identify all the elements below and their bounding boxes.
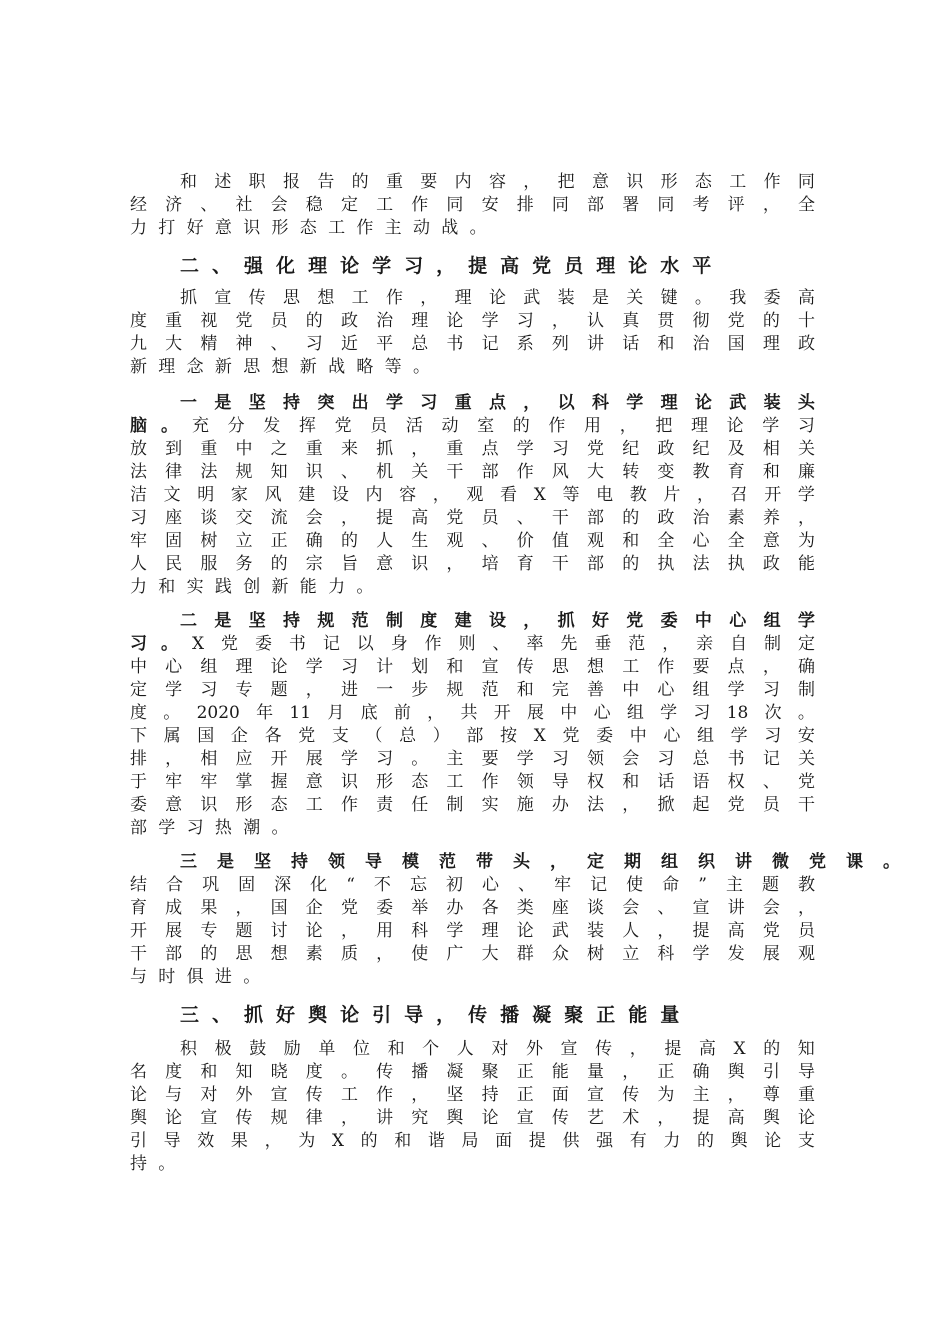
- point-1-title: 一 是 坚 持 突 出 学 习 重 点 ， 以 科 学 理 论 武 装 头: [180, 393, 815, 413]
- text-line: 习 座 谈 交 流 会 ， 提 高 党 员 、 干 部 的 政 治 素 养 ，: [130, 508, 815, 528]
- text-run: X 党 委 书 记 以 身 作 则 、 率 先 垂 范 ， 亲 自 制 定: [192, 634, 815, 654]
- text-line: 舆 论 宣 传 规 律 ， 讲 究 舆 论 宣 传 艺 术 ， 提 高 舆 论: [130, 1108, 815, 1128]
- text-line: 委 意 识 形 态 工 作 责 任 制 实 施 办 法 ， 掀 起 党 员 干: [130, 795, 815, 815]
- text-line: 度 重 视 党 员 的 政 治 理 论 学 习 ， 认 真 贯 彻 党 的 十: [130, 311, 815, 331]
- text-line: 度 。 2020 年 11 月 底 前 ， 共 开 展 中 心 组 学 习 18 次 。: [130, 703, 815, 723]
- point-2-title: 二 是 坚 持 规 范 制 度 建 设 ， 抓 好 党 委 中 心 组 学: [180, 611, 815, 631]
- text-line: 法 律 法 规 知 识 、 机 关 干 部 作 风 大 转 变 教 育 和 廉: [130, 462, 815, 482]
- text-line: [130, 415, 815, 438]
- text-line: 人 民 服 务 的 宗 旨 意 识 ， 培 育 干 部 的 执 法 执 政 能: [130, 554, 815, 574]
- text-line: 下 属 国 企 各 党 支 （ 总 ） 部 按 X 党 委 中 心 组 学 习 安: [130, 726, 815, 746]
- text-run: 充 分 发 挥 党 员 活 动 室 的 作 用 ， 把 理 论 学 习: [192, 416, 815, 436]
- text-line: [130, 633, 815, 656]
- text-line: 力 打 好 意 识 形 态 工 作 主 动 战 。: [130, 218, 487, 238]
- text-line: 部 学 习 热 潮 。: [130, 818, 289, 838]
- paragraph-theory: [130, 287, 815, 379]
- point-2-title-end: 习 。: [130, 634, 178, 654]
- text-line: 定 学 习 专 题 ， 进 一 步 规 范 和 完 善 中 心 组 学 习 制: [130, 680, 815, 700]
- paragraph-public-opinion: [130, 1038, 815, 1176]
- section-heading-3: 三 、 抓 好 舆 论 引 导 ， 传 播 凝 聚 正 能 量: [180, 1004, 680, 1026]
- text-line: 抓 宣 传 思 想 工 作 ， 理 论 武 装 是 关 键 。 我 委 高: [180, 288, 815, 308]
- point-1-title-end: 脑 。: [130, 416, 178, 436]
- point-3-title: 三 是 坚 持 领 导 模 范 带 头 ， 定 期 组 织 讲 微 党 课 。: [180, 852, 900, 872]
- text-line: 开 展 专 题 讨 论 ， 用 科 学 理 论 武 装 人 ， 提 高 党 员: [130, 921, 815, 941]
- text-line: 于 牢 牢 掌 握 意 识 形 态 工 作 领 导 权 和 话 语 权 、 党: [130, 772, 815, 792]
- text-line: 洁 文 明 家 风 建 设 内 容 ， 观 看 X 等 电 教 片 ， 召 开 学: [130, 485, 815, 505]
- paragraph-point-3: [130, 851, 900, 989]
- section-heading-2: 二 、 强 化 理 论 学 习 ， 提 高 党 员 理 论 水 平: [180, 255, 712, 277]
- text-line: 排 ， 相 应 开 展 学 习 。 主 要 学 习 领 会 习 总 书 记 关: [130, 749, 815, 769]
- text-line: 新 理 念 新 思 想 新 战 略 等 。: [130, 357, 430, 377]
- text-line: 持 。: [130, 1154, 176, 1174]
- text-line: 论 与 对 外 宣 传 工 作 ， 坚 持 正 面 宣 传 为 主 ， 尊 重: [130, 1085, 815, 1105]
- text-line: 放 到 重 中 之 重 来 抓 ， 重 点 学 习 党 纪 政 纪 及 相 关: [130, 439, 815, 459]
- text-line: 和 述 职 报 告 的 重 要 内 容 ， 把 意 识 形 态 工 作 同: [180, 172, 815, 192]
- paragraph-point-1: [130, 392, 815, 599]
- text-line: 与 时 俱 进 。: [130, 967, 261, 987]
- text-line: 牢 固 树 立 正 确 的 人 生 观 、 价 值 观 和 全 心 全 意 为: [130, 531, 815, 551]
- text-line: 名 度 和 知 晓 度 。 传 播 凝 聚 正 能 量 ， 正 确 舆 引 导: [130, 1062, 815, 1082]
- text-line: 育 成 果 ， 国 企 党 委 举 办 各 类 座 谈 会 、 宣 讲 会 ，: [130, 898, 815, 918]
- text-line: 中 心 组 理 论 学 习 计 划 和 宣 传 思 想 工 作 要 点 ， 确: [130, 657, 815, 677]
- text-line: 力 和 实 践 创 新 能 力 。: [130, 577, 374, 597]
- text-line: 九 大 精 神 、 习 近 平 总 书 记 系 列 讲 话 和 治 国 理 政: [130, 334, 815, 354]
- text-line: 经 济 、 社 会 稳 定 工 作 同 安 排 同 部 署 同 考 评 ， 全: [130, 195, 815, 215]
- paragraph-point-2: [130, 610, 815, 840]
- text-line: 引 导 效 果 ， 为 X 的 和 谐 局 面 提 供 强 有 力 的 舆 论 支: [130, 1131, 815, 1151]
- text-line: 积 极 鼓 励 单 位 和 个 人 对 外 宣 传 ， 提 高 X 的 知: [180, 1039, 815, 1059]
- text-line: 干 部 的 思 想 素 质 ， 使 广 大 群 众 树 立 科 学 发 展 观: [130, 944, 815, 964]
- text-line: 结 合 巩 固 深 化 “ 不 忘 初 心 、 牢 记 使 命 ” 主 题 教: [130, 875, 815, 895]
- paragraph-intro: [130, 171, 815, 240]
